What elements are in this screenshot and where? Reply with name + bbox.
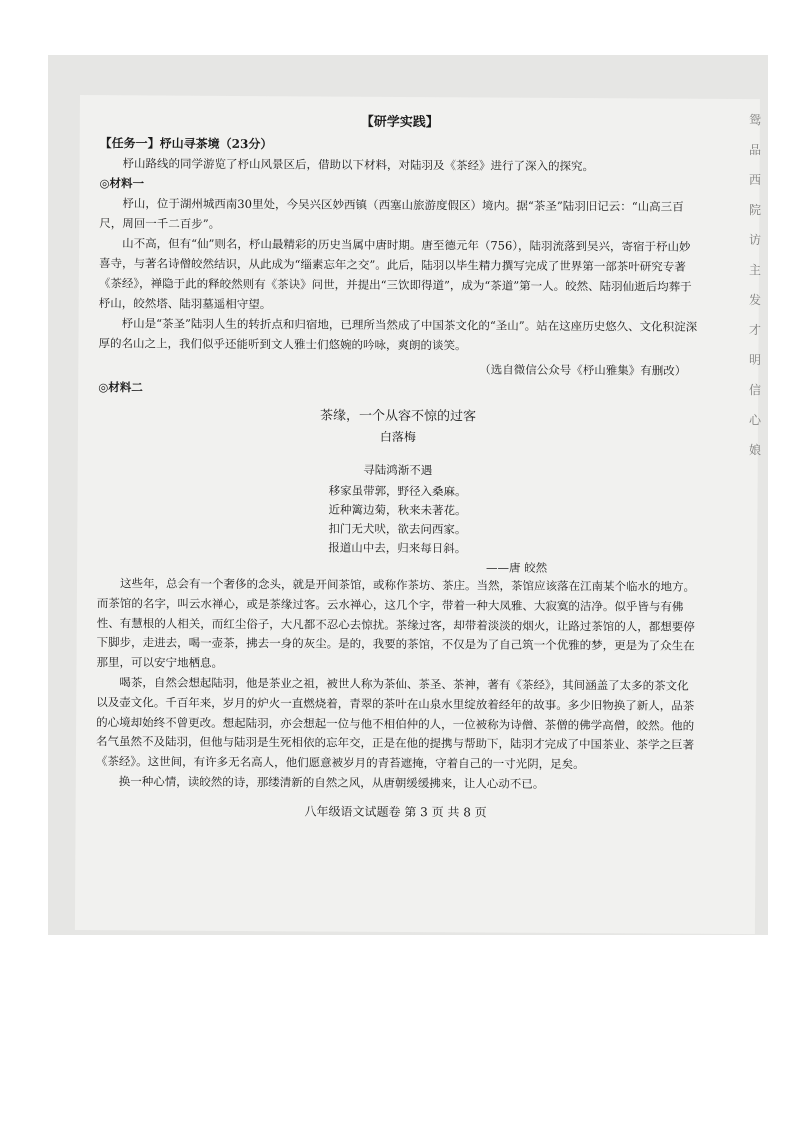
page-footer: 八年级语文试题卷 第 3 页 共 8 页 <box>304 804 487 820</box>
article-paragraph: 喝茶，自然会想起陆羽，他是茶业之祖，被世人称为茶仙、茶圣、茶神，著有《茶经》，其间涵盖了太多的茶文化以及壶文化。千百年来，岁月的炉火一直燃烧着，青翠的茶叶在山泉水里绽放着经年的故事。多少旧物换了新人，品茶的心境却始终不曾更改。想起陆羽，亦会想起一位与他不相伯仲的人，一位被称为诗僧、茶僧的佛学高僧，皎然。他的名气虽然不及陆羽，但他与陆羽是生死相依的忘年交，正是在他的提携与帮助下，陆羽才完成了中国茶业、茶学之巨著《茶经》。这世间，有许多无名高人，他们愿意被岁月的青苔遮掩，守着自己的一寸光阴，足矣。 <box>95 675 695 772</box>
article-paragraph: 换一种心情，读皎然的诗，那缕清新的自然之风，从唐朝缓缓拂来，让人心动不已。 <box>118 774 545 791</box>
material2-label: ◎材料二 <box>98 380 143 395</box>
task-title: 【任务一】杼山寻茶境（23分） <box>99 136 273 152</box>
edge-char: 才 <box>748 323 761 337</box>
edge-char: 鸳 <box>748 113 761 127</box>
edge-char: 心 <box>748 413 761 427</box>
article-author: 白落梅 <box>379 429 416 445</box>
exam-page <box>75 95 760 934</box>
poem-line: 近种篱边菊，秋来未著花。 <box>328 502 467 518</box>
edge-char: 信 <box>748 383 761 397</box>
document-photo <box>48 55 768 935</box>
poem <box>97 459 698 560</box>
edge-char: 发 <box>748 293 761 307</box>
page-content <box>96 111 700 823</box>
adjacent-page-edge <box>742 105 768 525</box>
edge-char: 院 <box>748 203 761 217</box>
material1-source: （选自微信公众号《杼山雅集》有删改） <box>479 362 687 378</box>
article-title: 茶缘，一个从容不惊的过客 <box>319 408 477 425</box>
poem-author: ——唐 皎然 <box>485 560 548 575</box>
poem-line: 移家虽带郭，野径入桑麻。 <box>328 483 467 499</box>
poem-line: 报道山中去，归来每日斜。 <box>328 540 467 556</box>
edge-char: 品 <box>748 143 761 157</box>
article-body <box>96 574 697 795</box>
material1-label: ◎材料一 <box>99 176 145 191</box>
section-title: 【研学实践】 <box>360 114 439 131</box>
edge-char: 主 <box>748 263 761 277</box>
edge-char: 明 <box>748 353 761 367</box>
edge-char: 娘 <box>748 443 761 457</box>
material1-paragraph: 杼山，位于湖州城西南30里处，今吴兴区妙西镇（西塞山旅游度假区）境内。据“茶圣”陆羽旧记云：“山高三百尺，周回一千二百步”。 <box>99 196 684 231</box>
article-paragraph: 这些年，总会有一个奢侈的念头，就是开间茶馆，或称作茶坊、茶庄。当然，茶馆应该落在江南某个临水的地方。而茶馆的名字，叫云水禅心，或是茶缘过客。云水禅心，这几个字，带着一种大凤雅、大寂寞的洁净。似乎皆与有佛性、有慧根的人相关，而红尘俗子，大凡都不忍心去惊扰。茶缘过客，却带着淡淡的烟火，让路过茶馆的人，都想要停下脚步，走进去，喝一壶茶，拂去一身的灰尘。是的，我要的茶馆，不仅是为了自己筑一个优雅的梦，更是为了众生在那里，可以安宁地栖息。 <box>96 576 696 671</box>
edge-char: 访 <box>748 233 761 247</box>
edge-char: 西 <box>748 173 761 187</box>
poem-line: 扣门无犬吠，欲去问西家。 <box>328 521 467 537</box>
material1-paragraph: 杼山是“茶圣”陆羽人生的转折点和归宿地，已理所当然成了中国茶文化的“圣山”。站在这座历史悠久、文化积淀深厚的名山之上，我们似乎还能听到文人雅士们悠婉的吟咏，爽朗的谈笑。 <box>98 316 698 353</box>
material1-paragraph: 山不高，但有“仙”则名，杼山最精彩的历史当属中唐时期。唐至德元年（756），陆羽流落到吴兴，寄宿于杼山妙喜寺，与著名诗僧皎然结识，从此成为“缁素忘年之交”。此后，陆羽以毕生精力撰写完成了世界第一部茶叶研究专著《茶经》，禅隐于此的释皎然则有《茶诀》问世，并提出“三饮即得道”，成为“茶道”第一人。皎然、陆羽仙逝后均葬于杼山，皎然塔、陆羽墓遥相守望。 <box>98 236 692 312</box>
poem-title: 寻陆鸿渐不遇 <box>363 462 433 478</box>
intro-paragraph: 杼山路线的同学游览了杼山风景区后，借助以下材料，对陆羽及《茶经》进行了深入的探究。 <box>122 156 595 174</box>
